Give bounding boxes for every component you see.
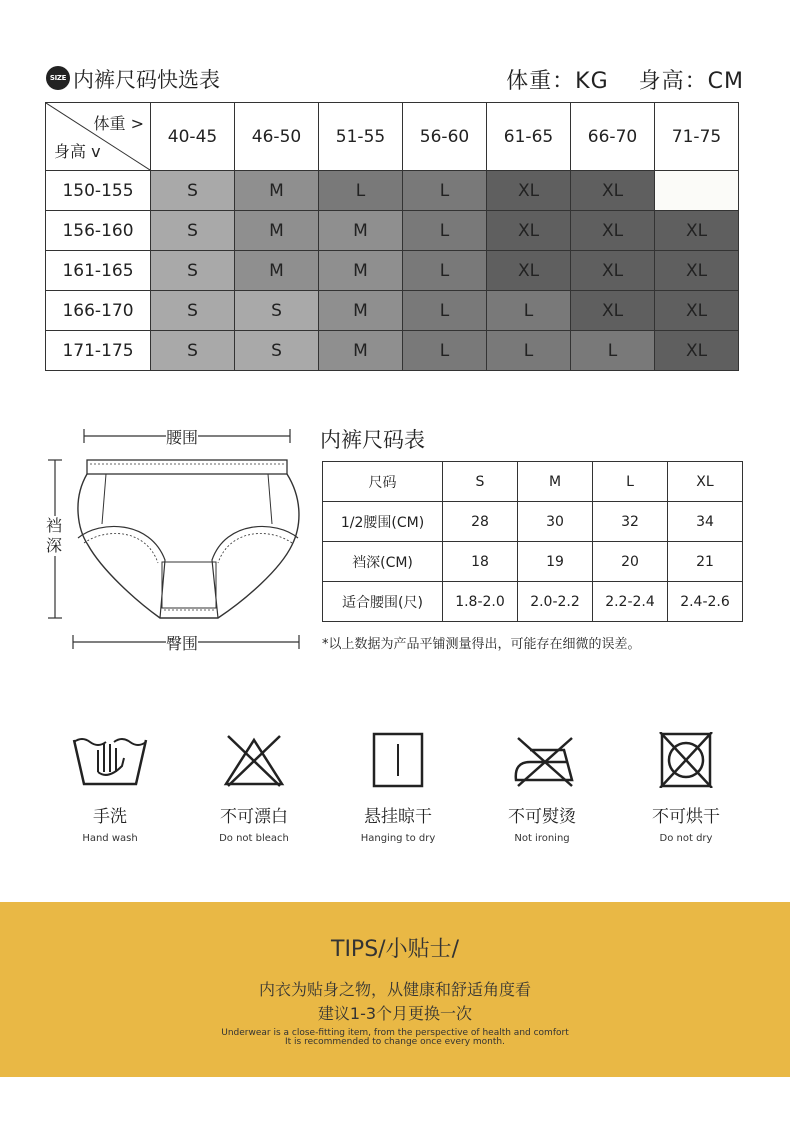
height-range: 171-175 — [46, 331, 151, 371]
care-label-zh: 手洗 — [93, 807, 127, 827]
size-cell: S — [235, 291, 319, 331]
table-cell: 2.2-2.4 — [593, 582, 668, 622]
weight-range: 51-55 — [319, 103, 403, 171]
table-row — [46, 331, 739, 371]
weight-range: 61-65 — [487, 103, 571, 171]
care-label-zh: 不可烘干 — [652, 807, 720, 827]
size-cell: XL — [655, 291, 739, 331]
tips-english-1: Underwear is a close-fitting item, from the perspective of health and comfort — [221, 1028, 569, 1038]
height-range: 156-160 — [46, 211, 151, 251]
size-cell-empty — [655, 171, 739, 211]
tips-banner — [0, 902, 790, 1077]
care-item-hang-dry — [338, 732, 458, 844]
weight-range: 46-50 — [235, 103, 319, 171]
table-row — [323, 582, 743, 622]
no-bleach-icon — [214, 732, 294, 788]
size-cell: S — [151, 331, 235, 371]
care-label-en: Not ironing — [514, 833, 570, 844]
table-cell: 20 — [593, 542, 668, 582]
size-cell: M — [235, 211, 319, 251]
row-label: 适合腰围(尺) — [323, 582, 443, 622]
size-header-cell: S — [443, 462, 518, 502]
care-label-en: Do not dry — [659, 833, 713, 844]
weight-range: 56-60 — [403, 103, 487, 171]
table-row — [46, 291, 739, 331]
size-chart-title: 内裤尺码表 — [320, 428, 425, 452]
tips-title: TIPS/小贴士/ — [331, 937, 459, 962]
hand-wash-icon — [70, 732, 150, 788]
size-header-row — [323, 462, 743, 502]
size-cell: XL — [571, 291, 655, 331]
table-cell: 19 — [518, 542, 593, 582]
no-iron-icon — [502, 732, 582, 788]
size-cell: XL — [655, 251, 739, 291]
size-cell: L — [319, 171, 403, 211]
measurement-diagram — [40, 420, 310, 664]
size-cell: XL — [487, 171, 571, 211]
table-cell: 1.8-2.0 — [443, 582, 518, 622]
weight-range: 66-70 — [571, 103, 655, 171]
size-cell: M — [319, 211, 403, 251]
waist-label: 腰围 — [166, 425, 198, 448]
size-header-cell: M — [518, 462, 593, 502]
care-label-zh: 悬挂晾干 — [364, 807, 432, 827]
weight-range: 71-75 — [655, 103, 739, 171]
corner-cell — [46, 103, 151, 171]
size-cell: L — [403, 331, 487, 371]
size-cell: M — [235, 171, 319, 211]
tips-line-1: 内衣为贴身之物，从健康和舒适角度看 — [258, 980, 531, 999]
table-row — [323, 502, 743, 542]
table-cell: 21 — [668, 542, 743, 582]
weight-header-row — [46, 103, 739, 171]
table-row — [46, 171, 739, 211]
tips-english-2: It is recommended to change once every month. — [285, 1037, 505, 1047]
size-cell: XL — [571, 211, 655, 251]
care-item-no-tumble-dry — [626, 732, 746, 844]
size-cell: XL — [487, 251, 571, 291]
table-row — [323, 542, 743, 582]
size-cell: S — [151, 251, 235, 291]
size-header-cell: XL — [668, 462, 743, 502]
no-tumble-dry-icon — [646, 732, 726, 788]
row-label: 裆深(CM) — [323, 542, 443, 582]
size-cell: S — [151, 291, 235, 331]
underwear-outline — [40, 420, 310, 660]
size-cell: L — [403, 251, 487, 291]
measurement-note: *以上数据为产品平铺测量得出，可能存在细微的误差。 — [322, 637, 641, 652]
height-unit: 身高：CM — [638, 69, 744, 94]
table-row — [46, 211, 739, 251]
table-cell: 30 — [518, 502, 593, 542]
size-cell: M — [319, 251, 403, 291]
care-label-en: Hand wash — [82, 833, 138, 844]
size-cell: L — [487, 291, 571, 331]
size-cell: L — [403, 171, 487, 211]
table-cell: 2.4-2.6 — [668, 582, 743, 622]
size-cell: S — [151, 211, 235, 251]
size-cell: M — [319, 331, 403, 371]
hip-label: 臀围 — [166, 631, 198, 654]
height-range: 166-170 — [46, 291, 151, 331]
table-cell: 32 — [593, 502, 668, 542]
table-cell: 28 — [443, 502, 518, 542]
corner-weight-label: 体重 > — [93, 114, 144, 133]
size-cell: S — [151, 171, 235, 211]
size-cell: XL — [487, 211, 571, 251]
weight-range: 40-45 — [151, 103, 235, 171]
table-row — [46, 251, 739, 291]
size-cell: M — [235, 251, 319, 291]
care-label-en: Do not bleach — [219, 833, 289, 844]
height-range: 161-165 — [46, 251, 151, 291]
row-label: 1/2腰围(CM) — [323, 502, 443, 542]
care-item-no-iron — [482, 732, 602, 844]
size-chart-table — [322, 461, 743, 622]
table-cell: 18 — [443, 542, 518, 582]
care-item-hand-wash — [50, 732, 170, 844]
tips-line-2: 建议1-3个月更换一次 — [317, 1004, 473, 1023]
size-header-cell: L — [593, 462, 668, 502]
size-cell: XL — [571, 251, 655, 291]
size-cell: XL — [655, 331, 739, 371]
quick-select-title: 内裤尺码快选表 — [73, 68, 220, 92]
weight-unit: 体重：KG — [506, 69, 609, 94]
size-badge: SIZE — [46, 66, 70, 90]
height-range: 150-155 — [46, 171, 151, 211]
size-cell: L — [571, 331, 655, 371]
corner-height-label: 身高 v — [54, 142, 101, 161]
crotch-depth-label: 裆深 — [45, 516, 62, 555]
size-cell: S — [235, 331, 319, 371]
care-label-zh: 不可熨烫 — [508, 807, 576, 827]
table-cell: 34 — [668, 502, 743, 542]
care-item-no-bleach — [194, 732, 314, 844]
size-header-cell: 尺码 — [323, 462, 443, 502]
care-label-en: Hanging to dry — [360, 833, 436, 844]
size-cell: L — [403, 211, 487, 251]
units-legend — [476, 64, 744, 95]
table-cell: 2.0-2.2 — [518, 582, 593, 622]
quick-select-table — [45, 102, 739, 371]
care-label-zh: 不可漂白 — [220, 807, 288, 827]
size-cell: XL — [571, 171, 655, 211]
hang-dry-icon — [358, 732, 438, 788]
size-cell: M — [319, 291, 403, 331]
size-cell: L — [403, 291, 487, 331]
size-cell: XL — [655, 211, 739, 251]
size-cell: L — [487, 331, 571, 371]
